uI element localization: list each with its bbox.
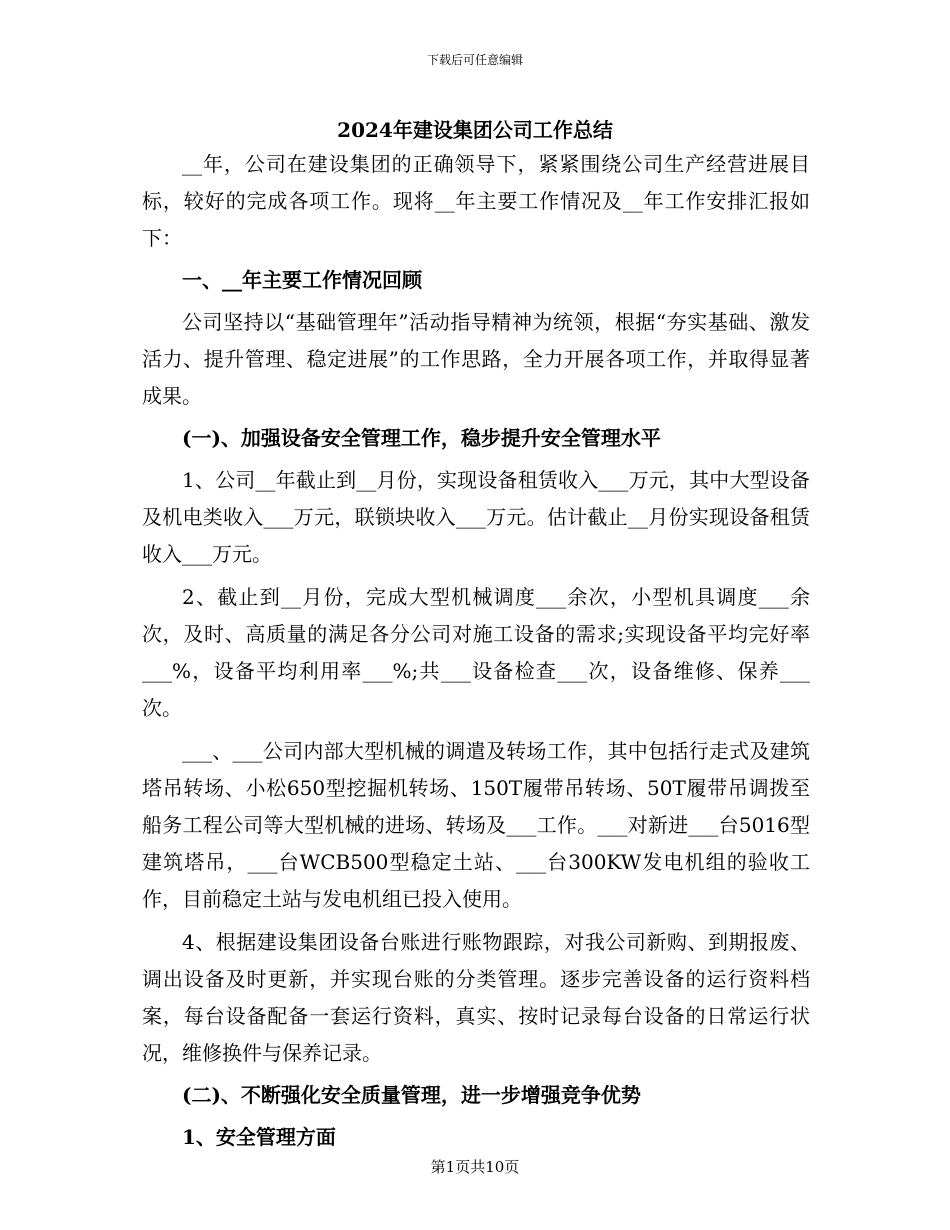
body-paragraph: ___、___公司内部大型机械的调遣及转场工作，其中包括行走式及建筑塔吊转场、小松650型挖掘机转场、150T履带吊转场、50T履带吊调拨至船务工程公司等大型机械的进场、转场及___工作。___对新进___台5016型建筑塔吊，___台WCB500型稳定土站、___台300KW发电机组的验收工作，目前稳定土站与发电机组已投入使用。 (142, 739, 810, 911)
subsection-heading-2: (二)、不断强化安全质量管理，进一步增强竞争优势 (182, 1083, 641, 1107)
body-paragraph: 2、截止到__月份，完成大型机械调度___余次，小型机具调度___余次，及时、高质量的满足各分公司对施工设备的需求;实现设备平均完好率___%，设备平均利用率___%;共___设备检查___次，设备维修、保养___次。 (142, 585, 810, 720)
section-heading-1: 一、__年主要工作情况回顾 (182, 268, 422, 292)
body-paragraph: 公司坚持以“基础管理年”活动指导精神为统领，根据“夯实基础、激发活力、提升管理、稳定进展”的工作思路，全力开展各项工作，并取得显著成果。 (142, 310, 810, 408)
body-paragraph: 4、根据建设集团设备台账进行账物跟踪，对我公司新购、到期报废、调出设备及时更新，并实现台账的分类管理。逐步完善设备的运行资料档案，每台设备配备一套运行资料，真实、按时记录每台设备的日常运行状况，维修换件与保养记录。 (142, 930, 810, 1065)
document-body (142, 146, 810, 1161)
sub-heading: 1、安全管理方面 (182, 1125, 336, 1149)
body-paragraph: 1、公司__年截止到__月份，实现设备租赁收入___万元，其中大型设备及机电类收入___万元，联锁块收入___万元。估计截止__月份实现设备租赁收入___万元。 (142, 468, 810, 566)
subsection-heading-1: (一)、加强设备安全管理工作，稳步提升安全管理水平 (182, 426, 661, 450)
page-footer: 第1页共10页 (430, 1158, 520, 1176)
page-header: 下载后可任意编辑 (426, 53, 523, 67)
intro-paragraph: __年，公司在建设集团的正确领导下，紧紧围绕公司生产经营进展目标，较好的完成各项工作。现将__年主要工作情况及__年工作安排汇报如下： (142, 152, 810, 250)
document-title: 2024年建设集团公司工作总结 (337, 118, 613, 142)
